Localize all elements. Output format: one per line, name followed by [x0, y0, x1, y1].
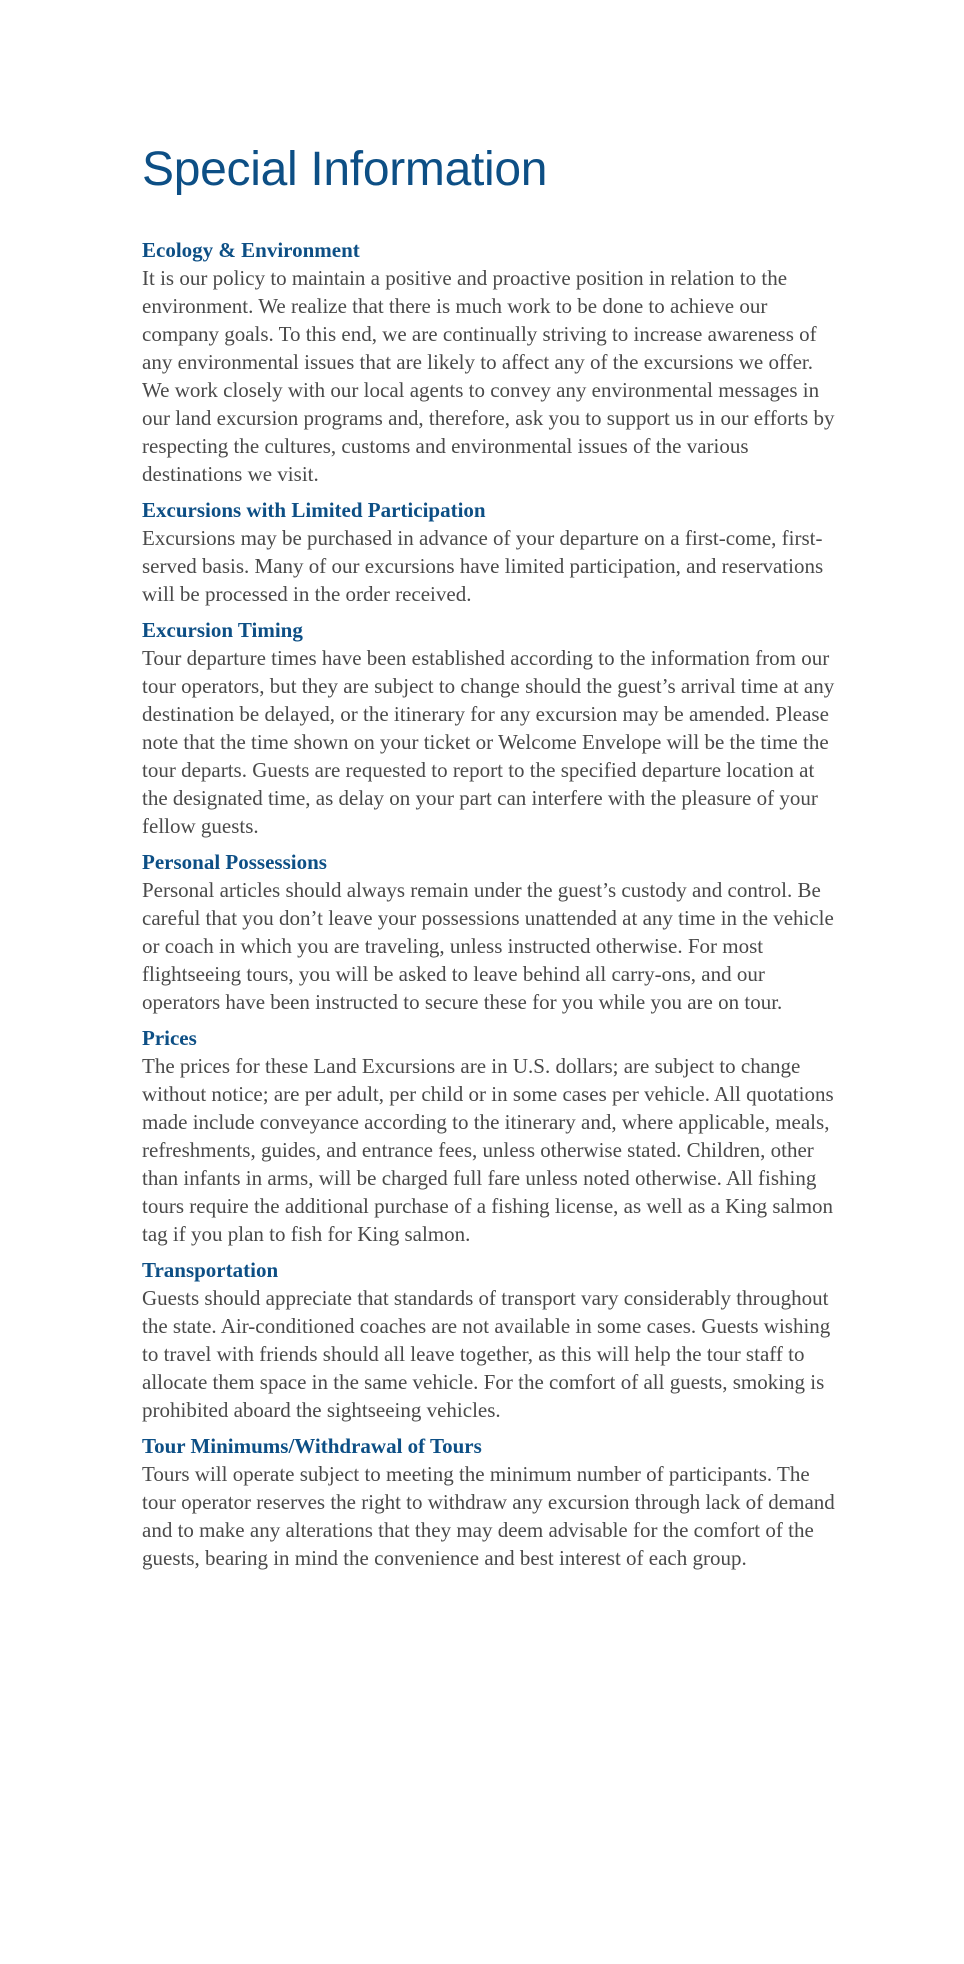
section-excursion-timing	[142, 616, 842, 840]
section-body: Personal articles should always remain under the guest’s custody and control. Be careful that you don’t leave your possessions unattended at any time in the vehicle or coach in which you are traveling, unless instructed otherwise. For most flightseeing tours, you will be asked to leave behind all carry-ons, and our operators have been instructed to secure these for you while you are on tour.	[142, 878, 834, 1014]
section-prices	[142, 1024, 842, 1248]
section-heading: Personal Possessions	[142, 850, 327, 874]
section-tour-minimums	[142, 1432, 842, 1572]
page-title: Special Information	[142, 143, 548, 196]
section-body: Excursions may be purchased in advance of your departure on a first-come, first-served basis. Many of our excursions have limited participation, and reservations will be processed in the order received.	[142, 526, 824, 606]
section-heading: Excursion Timing	[142, 618, 303, 642]
section-ecology-environment	[142, 236, 842, 488]
section-body: The prices for these Land Excursions are in U.S. dollars; are subject to change without notice; are per adult, per child or in some cases per vehicle. All quotations made include conveyance according to the itinerary and, where applicable, meals, refreshments, guides, and entrance fees, unless otherwise stated. Children, other than infants in arms, will be charged full fare unless noted otherwise. All fishing tours require the additional purchase of a fishing license, as well as a King salmon tag if you plan to fish for King salmon.	[142, 1054, 834, 1246]
section-heading: Excursions with Limited Participation	[142, 498, 486, 522]
section-heading: Prices	[142, 1026, 197, 1050]
section-heading: Ecology & Environment	[142, 238, 360, 262]
document-page	[142, 140, 842, 1580]
section-body: Tours will operate subject to meeting the minimum number of participants. The tour operator reserves the right to withdraw any excursion through lack of demand and to make any alterations that they may deem advisable for the comfort of the guests, bearing in mind the convenience and best interest of each group.	[142, 1462, 835, 1570]
section-limited-participation	[142, 496, 842, 608]
section-body: Guests should appreciate that standards of transport vary considerably throughout the state. Air-conditioned coaches are not available in some cases. Guests wishing to travel with friends should all leave together, as this will help the tour staff to allocate them space in the same vehicle. For the comfort of all guests, smoking is prohibited aboard the sightseeing vehicles.	[142, 1286, 831, 1422]
section-body: It is our policy to maintain a positive and proactive position in relation to the environment. We realize that there is much work to be done to achieve our company goals. To this end, we are continually striving to increase awareness of any environmental issues that are likely to affect any of the excursions we offer. We work closely with our local agents to convey any environmental messages in our land excursion programs and, therefore, ask you to support us in our efforts by respecting the cultures, customs and environmental issues of the various destinations we visit.	[142, 266, 835, 486]
section-heading: Transportation	[142, 1258, 279, 1282]
section-personal-possessions	[142, 848, 842, 1016]
section-heading: Tour Minimums/Withdrawal of Tours	[142, 1434, 482, 1458]
section-transportation	[142, 1256, 842, 1424]
section-body: Tour departure times have been established according to the information from our tour operators, but they are subject to change should the guest’s arrival time at any destination be delayed, or the itinerary for any excursion may be amended. Please note that the time shown on your ticket or Welcome Envelope will be the time the tour departs. Guests are requested to report to the specified departure location at the designated time, as delay on your part can interfere with the pleasure of your fellow guests.	[142, 646, 835, 838]
